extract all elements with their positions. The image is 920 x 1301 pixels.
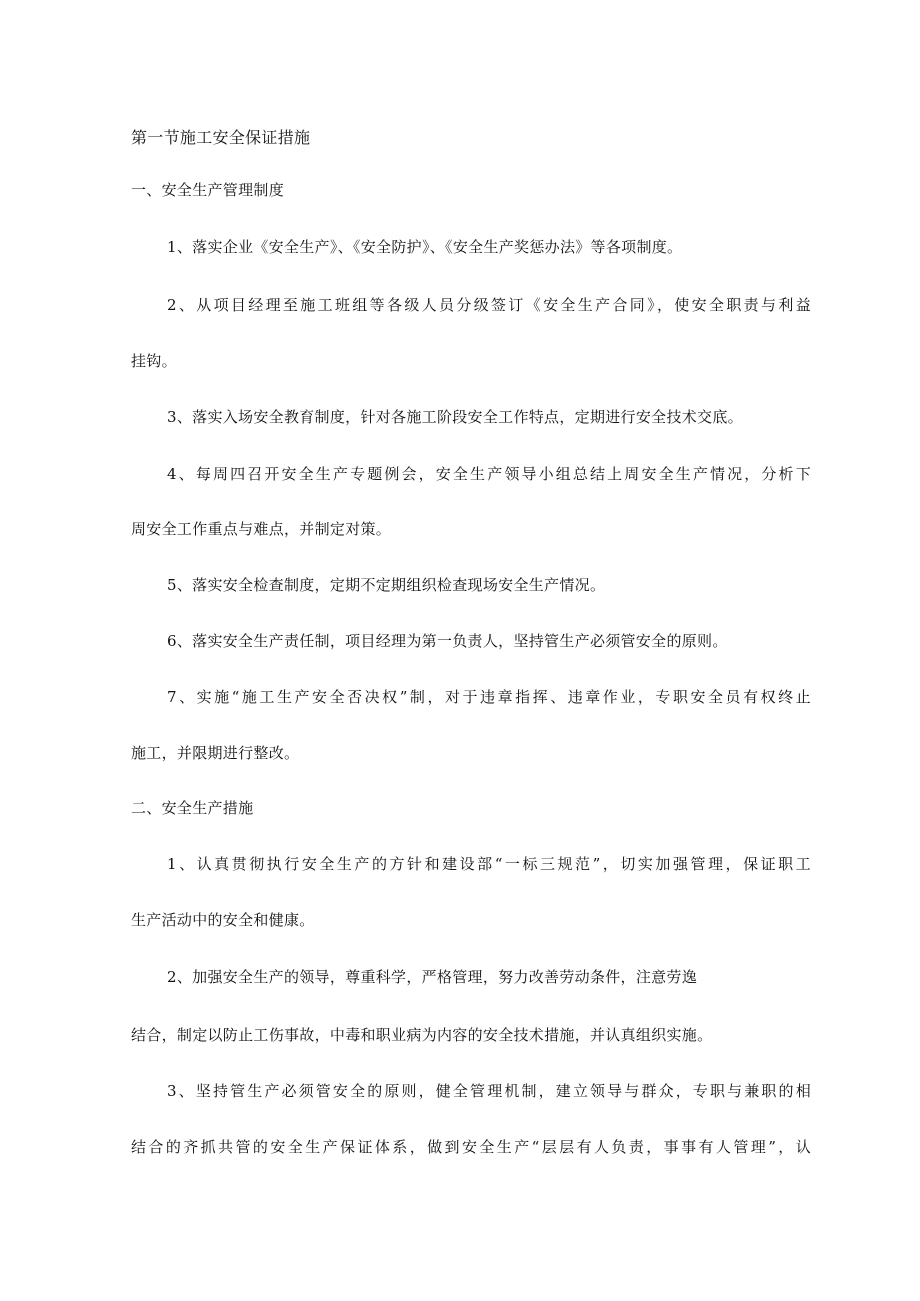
part1-item4-line1: 4、每周四召开安全生产专题例会，安全生产领导小组总结上周安全生产情况，分析下 — [167, 465, 811, 483]
part1-heading: 一、安全生产管理制度 — [131, 181, 285, 199]
part2-item1-line1: 1、认真贯彻执行安全生产的方针和建设部“一标三规范”，切实加强管理，保证职工 — [167, 855, 811, 873]
section-title: 第一节施工安全保证措施 — [131, 128, 311, 147]
part2-item3-line2: 结合的齐抓共管的安全生产保证体系，做到安全生产“层层有人负责，事事有人管理”，认 — [131, 1138, 811, 1156]
part1-item5: 5、落实安全检查制度，定期不定期组织检查现场安全生产情况。 — [167, 576, 606, 594]
part2-heading: 二、安全生产措施 — [131, 799, 254, 817]
part1-item7-line2: 施工，并限期进行整改。 — [131, 744, 300, 762]
part1-item6: 6、落实安全生产责任制，项目经理为第一负责人，坚持管生产必须管安全的原则。 — [167, 632, 728, 650]
part1-item4-line2: 周安全工作重点与难点，并制定对策。 — [131, 520, 392, 538]
part1-item2-line1: 2、从项目经理至施工班组等各级人员分级签订《安全生产合同》，使安全职责与利益 — [167, 296, 811, 314]
part1-item3: 3、落实入场安全教育制度，针对各施工阶段安全工作特点，定期进行安全技术交底。 — [167, 408, 743, 426]
part2-item2-line2: 结合，制定以防止工伤事故，中毒和职业病为内容的安全技术措施，并认真组织实施。 — [131, 1026, 713, 1044]
part2-item1-line2: 生产活动中的安全和健康。 — [131, 911, 315, 929]
part1-item7-line1: 7、实施“施工生产安全否决权”制，对于违章指挥、违章作业，专职安全员有权终止 — [167, 688, 811, 706]
part1-item2-line2: 挂钩。 — [131, 352, 177, 370]
part1-item1: 1、落实企业《安全生产》、《安全防护》、《安全生产奖惩办法》等各项制度。 — [167, 238, 683, 256]
part2-item2-line1: 2、加强安全生产的领导，尊重科学，严格管理，努力改善劳动条件，注意劳逸 — [167, 968, 698, 986]
part2-item3-line1: 3、坚持管生产必须管安全的原则，健全管理机制，建立领导与群众，专职与兼职的相 — [167, 1082, 811, 1100]
